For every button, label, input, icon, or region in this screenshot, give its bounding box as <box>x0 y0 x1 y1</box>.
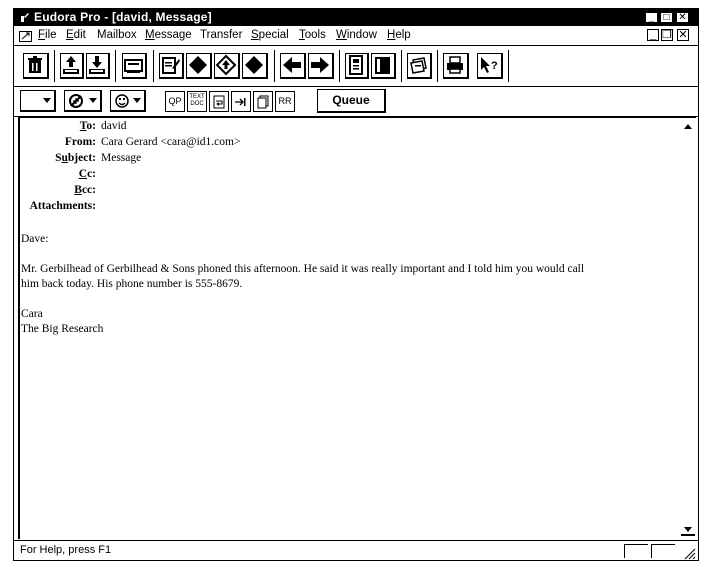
reply-button[interactable] <box>186 53 212 79</box>
word-wrap-button[interactable] <box>209 91 229 112</box>
signature-name: Cara <box>21 308 43 320</box>
to-field[interactable]: david <box>101 120 127 132</box>
print-button[interactable] <box>443 53 469 79</box>
bcc-label: Bcc: <box>74 184 96 196</box>
menu-tools[interactable]: Tools <box>299 29 326 41</box>
minimize-button[interactable]: _ <box>645 12 658 23</box>
next-message-icon <box>309 54 331 76</box>
toolbar-separator <box>54 50 55 82</box>
from-label: From: <box>64 136 96 148</box>
word-wrap-icon <box>211 94 227 110</box>
toolbar-separator <box>339 50 340 82</box>
copy-icon <box>255 94 271 110</box>
signature-select[interactable] <box>64 90 102 112</box>
send-queued-button[interactable] <box>86 53 110 79</box>
menu-message[interactable]: Message <box>145 29 192 41</box>
body-line: Mr. Gerbilhead of Gerbilhead & Sons phoned this afternoon. He said it was really important and I told him you would call <box>21 263 585 275</box>
menu-transfer[interactable]: Transfer <box>200 29 243 41</box>
diamond-icon <box>243 54 265 76</box>
context-help-button[interactable] <box>477 53 503 79</box>
message-area[interactable] <box>18 117 696 539</box>
status-bar <box>14 540 698 561</box>
context-help-icon <box>478 54 500 76</box>
mailbox-icon <box>123 54 144 76</box>
menu-window[interactable]: Window <box>336 29 377 41</box>
toolbar-separator <box>508 50 509 82</box>
attachment-type-select[interactable] <box>110 90 146 112</box>
trash-icon <box>24 54 46 76</box>
check-mail-button[interactable] <box>60 53 84 79</box>
scroll-down-icon[interactable] <box>681 522 695 536</box>
address-book-icon <box>346 54 366 76</box>
maximize-button[interactable]: □ <box>660 12 673 23</box>
mime-icon <box>114 93 130 109</box>
toolbar-separator <box>401 50 402 82</box>
subject-label: Subject: <box>55 152 96 164</box>
menu-file[interactable]: File <box>38 29 57 41</box>
chevron-down-icon <box>43 98 51 103</box>
status-text: For Help, press F1 <box>20 544 112 556</box>
mdi-minimize-button[interactable]: _ <box>647 29 659 41</box>
tab-icon <box>233 94 249 110</box>
in-mailbox-button[interactable] <box>122 53 147 79</box>
directory-icon <box>372 54 393 76</box>
queue-button[interactable]: Queue <box>317 89 386 113</box>
close-button[interactable]: ✕ <box>676 12 689 23</box>
attachments-label: Attachments: <box>29 200 96 212</box>
from-field[interactable]: Cara Gerard <cara@id1.com> <box>101 136 241 148</box>
nicknames-icon <box>408 54 429 76</box>
nicknames-button[interactable] <box>407 53 432 79</box>
print-icon <box>444 54 466 76</box>
body-greeting: Dave: <box>21 233 49 245</box>
menu-help[interactable]: Help <box>387 29 411 41</box>
chevron-down-icon <box>89 98 97 103</box>
status-panel <box>624 544 648 558</box>
message-toolbar <box>14 87 698 117</box>
document-control-icon[interactable] <box>19 29 32 42</box>
next-message-button[interactable] <box>308 53 334 79</box>
previous-message-icon <box>281 54 303 76</box>
toolbar-separator <box>115 50 116 82</box>
status-panel <box>651 544 675 558</box>
body-line: him back today. His phone number is 555-8679. <box>21 278 243 290</box>
text-as-doc-button[interactable]: TEXT DOC <box>187 91 207 112</box>
svg-text:?: ? <box>491 60 498 72</box>
send-mail-icon <box>87 54 107 76</box>
reply-icon <box>215 54 237 76</box>
vertical-scrollbar[interactable] <box>681 118 695 538</box>
menu-mailbox[interactable]: Mailbox <box>97 29 137 41</box>
eudora-app-icon[interactable] <box>19 11 31 23</box>
main-toolbar <box>14 46 698 87</box>
menu-special[interactable]: Special <box>251 29 289 41</box>
diamond-icon <box>187 54 209 76</box>
tab-in-body-button[interactable] <box>231 91 251 112</box>
chevron-down-icon <box>133 98 141 103</box>
signature-org: The Big Research <box>21 323 104 335</box>
cc-label: Cc: <box>78 168 96 180</box>
toolbar-separator <box>274 50 275 82</box>
new-message-button[interactable] <box>159 53 184 79</box>
fetch-mail-icon <box>61 54 81 76</box>
mdi-close-button[interactable]: ✕ <box>678 29 688 41</box>
subject-field[interactable]: Message <box>101 152 142 164</box>
compose-icon <box>160 54 181 76</box>
to-label: To: <box>79 120 96 132</box>
scroll-up-icon[interactable] <box>681 120 695 134</box>
priority-select[interactable] <box>20 90 56 112</box>
forward-button[interactable] <box>214 53 240 79</box>
previous-message-button[interactable] <box>280 53 306 79</box>
directory-services-button[interactable] <box>371 53 396 79</box>
trash-button[interactable] <box>23 53 49 79</box>
toolbar-separator <box>437 50 438 82</box>
keep-copies-button[interactable] <box>253 91 273 112</box>
resize-grip-icon[interactable] <box>682 546 696 560</box>
redirect-button[interactable] <box>242 53 268 79</box>
window-title: Eudora Pro - [david, Message] <box>34 10 212 24</box>
return-receipt-button[interactable]: RR <box>275 91 295 112</box>
eudora-window <box>13 8 699 561</box>
address-book-button[interactable] <box>345 53 369 79</box>
quoted-printable-button[interactable]: QP <box>165 91 185 112</box>
title-bar[interactable] <box>14 9 698 26</box>
toolbar-separator <box>153 50 154 82</box>
no-signature-icon <box>68 93 84 109</box>
menu-bar <box>14 26 698 46</box>
menu-edit[interactable]: Edit <box>66 29 86 41</box>
mdi-restore-button[interactable]: ❐ <box>662 29 672 41</box>
